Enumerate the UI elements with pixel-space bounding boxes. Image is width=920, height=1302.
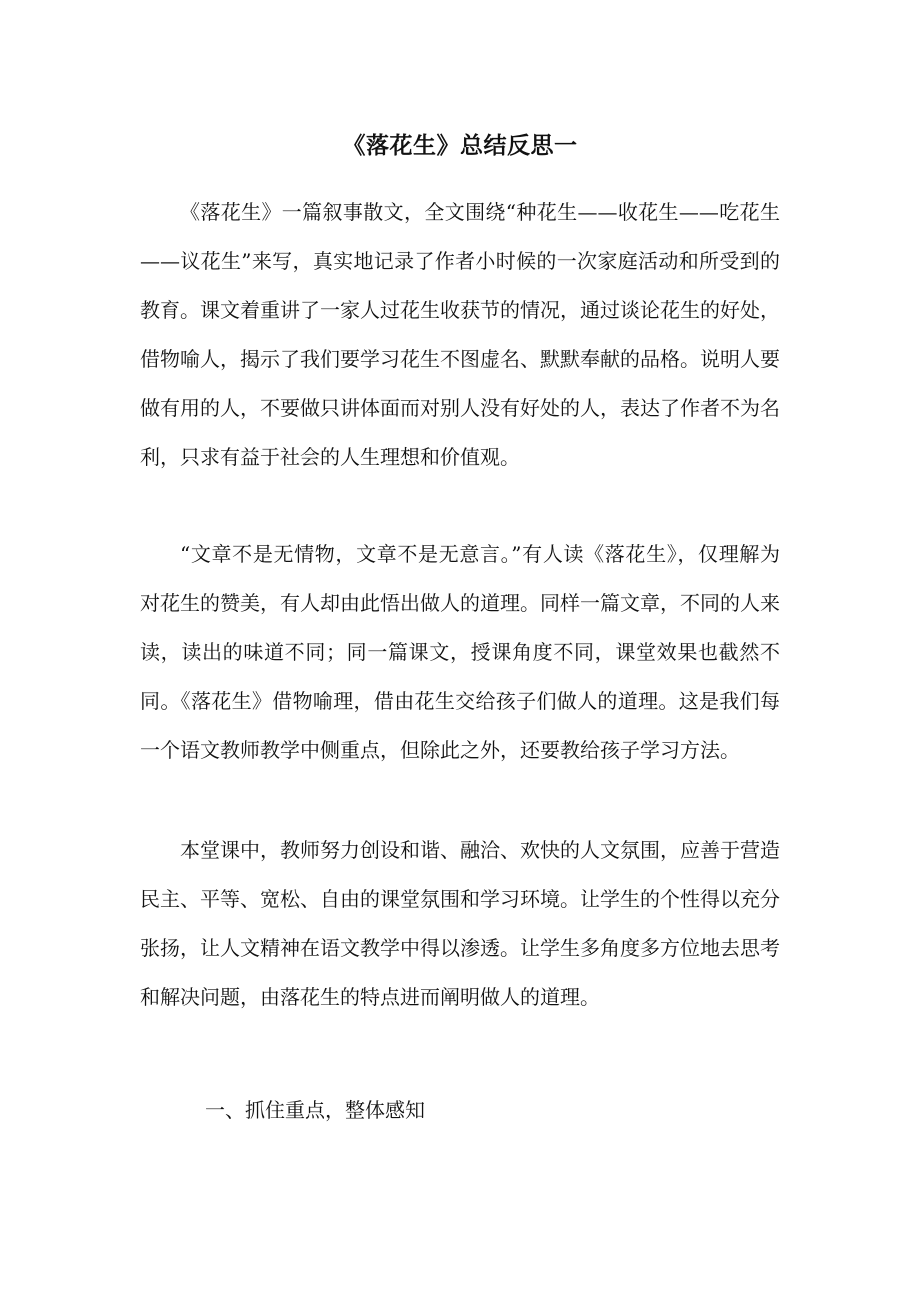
- paragraph-1: 《落花生》一篇叙事散文，全文围绕“种花生——收花生——吃花生——议花生”来写，真实地记录了作者小时候的一次家庭活动和所受到的教育。课文着重讲了一家人过花生收获节的情况，通过谈论花生的好处，借物喻人，揭示了我们要学习花生不图虚名、默默奉献的品格。说明人要做有用的人，不要做只讲体面而对别人没有好处的人，表达了作者不为名利，只求有益于社会的人生理想和价值观。: [140, 200, 780, 469]
- document-title: 《落花生》总结反思一: [342, 132, 578, 159]
- section-heading: 一、抓住重点，整体感知: [205, 1098, 425, 1122]
- paragraph-2: “文章不是无情物，文章不是无意言。”有人读《落花生》，仅理解为对花生的赞美，有人却由此悟出做人的道理。同样一篇文章，不同的人来读，读出的味道不同；同一篇课文，授课角度不同，课堂效果也截然不同。《落花生》借物喻理，借由花生交给孩子们做人的道理。这是我们每一个语文教师教学中侧重点，但除此之外，还要教给孩子学习方法。: [140, 542, 780, 762]
- paragraph-3: 本堂课中，教师努力创设和谐、融洽、欢快的人文氛围，应善于营造民主、平等、宽松、自由的课堂氛围和学习环境。让学生的个性得以充分张扬，让人文精神在语文教学中得以渗透。让学生多角度多方位地去思考和解决问题，由落花生的特点进而阐明做人的道理。: [140, 838, 780, 1009]
